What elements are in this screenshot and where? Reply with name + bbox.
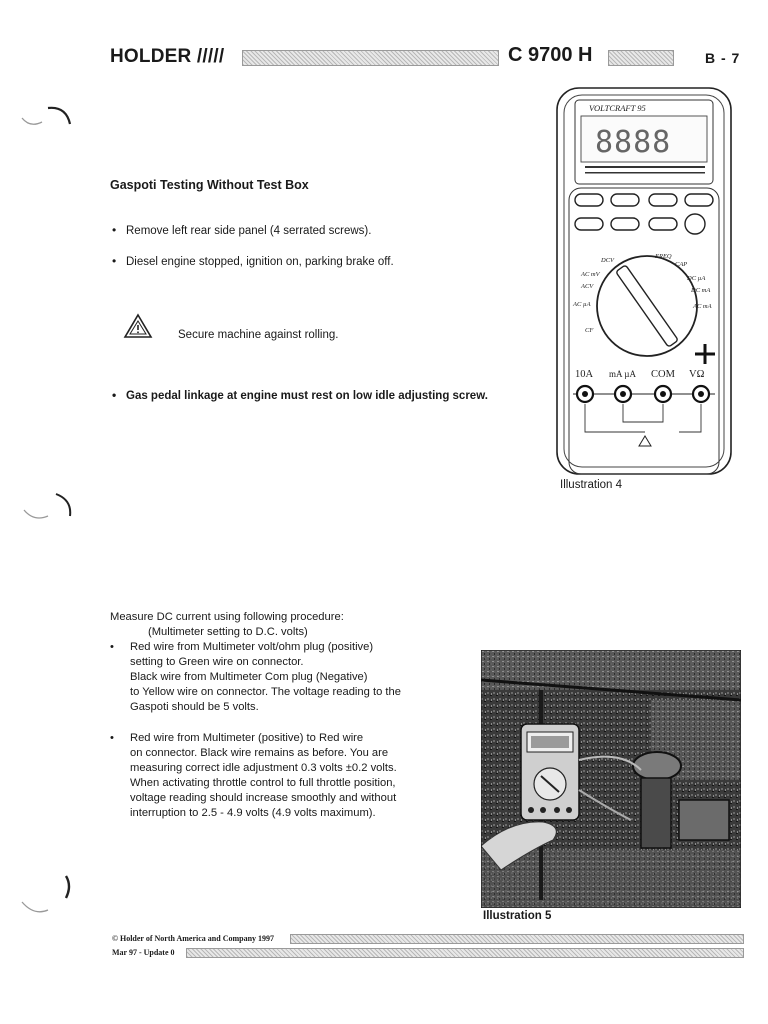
dial-label: CAP (675, 261, 688, 268)
engine-photo (481, 650, 741, 908)
dial-label: AC mA (693, 303, 712, 310)
procedure-line (110, 640, 470, 655)
procedure-text: Red wire from Multimeter volt/ohm plug (positive) (130, 641, 374, 653)
meter-brand-label: VOLTCRAFT 95 (589, 103, 646, 113)
footer-rule-bottom (186, 948, 744, 958)
bullet-item: • Remove left rear side panel (4 serrated screws). (112, 223, 372, 237)
bullet-dot: • (110, 732, 114, 744)
punch-hole-mark-bottom (0, 872, 80, 922)
procedure-line: When activating throttle control to full throttle position, (130, 777, 396, 789)
bullet-item: • Gas pedal linkage at engine must rest on low idle adjusting screw. (112, 388, 488, 402)
dial-label: CF (585, 327, 594, 334)
dial-label: AC µA (573, 301, 591, 308)
header-rule-left (242, 50, 499, 66)
procedure-line: Black wire from Multimeter Com plug (Negative) (130, 671, 368, 683)
procedure-line: voltage reading should increase smoothly and without (130, 792, 397, 804)
footer-copyright: © Holder of North America and Company 1997 (112, 934, 275, 943)
punch-hole-mark-middle (0, 488, 80, 538)
bullet-item: • Diesel engine stopped, ignition on, parking brake off. (112, 254, 394, 268)
dial-label: DCV (601, 257, 614, 264)
port-label: VΩ (689, 369, 705, 380)
punch-hole-mark-top (0, 100, 80, 150)
procedure-setting: (Multimeter setting to D.C. volts) (148, 626, 308, 638)
port-label: COM (651, 369, 675, 380)
header-rule-right (608, 50, 674, 66)
procedure-line (110, 731, 470, 746)
procedure-line: interruption to 2.5 - 4.9 volts (4.9 volts maximum). (130, 807, 376, 819)
warning-triangle-icon (123, 313, 153, 339)
illustration-5-caption: Illustration 5 (483, 910, 552, 922)
dial-label: DC µA (687, 275, 706, 282)
bullet-text: Remove left rear side panel (4 serrated screws). (126, 225, 372, 237)
illustration-4-caption: Illustration 4 (560, 479, 623, 491)
meter-display-digits: 8888 (595, 125, 672, 160)
procedure-block (110, 610, 470, 821)
procedure-line: Gaspoti should be 5 volts. (130, 701, 259, 713)
bullet-text: Gas pedal linkage at engine must rest on low idle adjusting screw. (126, 390, 488, 402)
bullet-text: Diesel engine stopped, ignition on, parking brake off. (126, 256, 394, 268)
procedure-text: Red wire from Multimeter (positive) to Red wire (130, 732, 364, 744)
dial-label: ACV (581, 283, 594, 290)
port-label: mA µA (609, 369, 636, 379)
header-brand: HOLDER ///// (110, 46, 225, 67)
procedure-line: to Yellow wire on connector. The voltage reading to the (130, 686, 401, 698)
dial-label: DC mA (691, 287, 711, 294)
section-title: Gaspoti Testing Without Test Box (110, 178, 309, 192)
caution-text: Secure machine against rolling. (178, 329, 339, 341)
dial-label: FREQ (655, 253, 672, 260)
procedure-line: setting to Green wire on connector. (130, 656, 304, 668)
port-label: 10A (575, 369, 594, 380)
header-model: C 9700 H (508, 44, 593, 66)
procedure-line: measuring correct idle adjustment 0.3 volts ±0.2 volts. (130, 762, 397, 774)
footer-rule-top (290, 934, 744, 944)
procedure-intro: Measure DC current using following procedure: (110, 611, 344, 623)
bullet-dot: • (110, 641, 114, 653)
footer-update: Mar 97 - Update 0 (112, 948, 175, 957)
page-number: B - 7 (705, 50, 741, 66)
dial-label: AC mV (581, 271, 600, 278)
procedure-line: on connector. Black wire remains as before. You are (130, 747, 389, 759)
multimeter-illustration (555, 86, 733, 476)
